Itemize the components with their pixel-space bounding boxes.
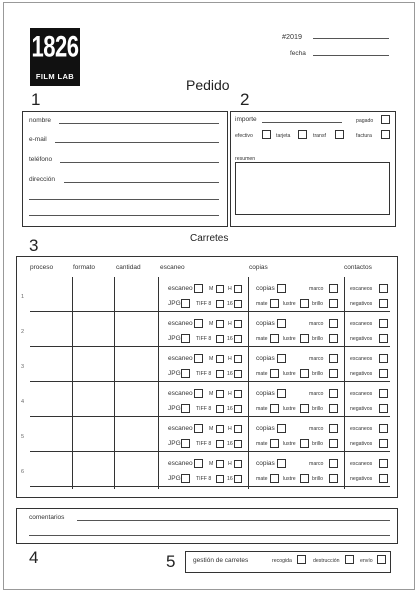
copies-checkbox[interactable] bbox=[277, 459, 286, 468]
section-number-1: 1 bbox=[31, 90, 41, 109]
address-line-2[interactable] bbox=[29, 199, 219, 200]
sixteen-label: 16 bbox=[227, 441, 233, 447]
pickup-checkbox[interactable] bbox=[297, 555, 306, 564]
negatives-label: negativos bbox=[350, 441, 373, 447]
column-divider-5 bbox=[344, 277, 345, 489]
tiff8-label: TIFF 8 bbox=[196, 406, 212, 412]
scan-label: escaneo bbox=[168, 285, 193, 292]
date-label: fecha bbox=[290, 50, 306, 57]
matte-checkbox[interactable] bbox=[270, 474, 279, 483]
invoice-label: factura bbox=[356, 133, 372, 139]
comments-box bbox=[16, 508, 398, 544]
send-label: envío bbox=[360, 558, 373, 564]
frame-label: marco bbox=[309, 426, 324, 432]
tiff8-label: TIFF 8 bbox=[196, 441, 212, 447]
scan-checkbox[interactable] bbox=[194, 319, 203, 328]
frame-checkbox[interactable] bbox=[329, 284, 338, 293]
scan-h-checkbox[interactable] bbox=[234, 355, 242, 363]
copies-checkbox[interactable] bbox=[277, 319, 286, 328]
copies-label: copias bbox=[256, 320, 275, 327]
shine-label: brillo bbox=[312, 371, 323, 377]
scans-checkbox[interactable] bbox=[379, 459, 388, 468]
sixteen-label: 16 bbox=[227, 371, 233, 377]
header-quantity: cantidad bbox=[116, 264, 141, 271]
jpg-label: JPG bbox=[168, 335, 181, 342]
scan-label: escaneo bbox=[168, 320, 193, 327]
rolls-title: Carretes bbox=[190, 233, 229, 244]
gloss-label: lustre bbox=[283, 441, 296, 447]
film-lab-logo bbox=[30, 28, 80, 86]
row-number: 3 bbox=[21, 364, 25, 370]
tiff8-checkbox[interactable] bbox=[216, 300, 224, 308]
tiff8-checkbox[interactable] bbox=[216, 335, 224, 343]
scan-label: escaneo bbox=[168, 355, 193, 362]
scan-checkbox[interactable] bbox=[194, 424, 203, 433]
comments-line-2[interactable] bbox=[29, 535, 390, 536]
jpg-label: JPG bbox=[168, 300, 181, 307]
gloss-label: lustre bbox=[283, 406, 296, 412]
scan-h-label: H bbox=[228, 286, 232, 292]
name-field[interactable] bbox=[59, 123, 219, 124]
row-number: 6 bbox=[21, 469, 25, 475]
transfer-checkbox[interactable] bbox=[335, 130, 344, 139]
sixteen-label: 16 bbox=[227, 476, 233, 482]
sixteen-label: 16 bbox=[227, 406, 233, 412]
sixteen-checkbox[interactable] bbox=[234, 300, 242, 308]
section-number-5: 5 bbox=[166, 552, 176, 571]
amount-field[interactable] bbox=[262, 122, 342, 123]
tiff8-checkbox[interactable] bbox=[216, 440, 224, 448]
header-process: proceso bbox=[30, 264, 54, 271]
column-divider-4 bbox=[248, 277, 249, 489]
frame-label: marco bbox=[309, 321, 324, 327]
destruction-checkbox[interactable] bbox=[345, 555, 354, 564]
scan-m-label: M bbox=[209, 461, 214, 467]
scan-checkbox[interactable] bbox=[194, 354, 203, 363]
row-number: 4 bbox=[21, 399, 25, 405]
tiff8-label: TIFF 8 bbox=[196, 371, 212, 377]
tiff8-checkbox[interactable] bbox=[216, 475, 224, 483]
shine-checkbox[interactable] bbox=[329, 404, 338, 413]
jpg-label: JPG bbox=[168, 370, 181, 377]
scan-checkbox[interactable] bbox=[194, 389, 203, 398]
table-row-divider bbox=[30, 451, 390, 452]
section-number-4: 4 bbox=[29, 548, 39, 567]
email-label: e-mail bbox=[29, 136, 47, 143]
frame-label: marco bbox=[309, 286, 324, 292]
paid-label: pagado bbox=[356, 118, 374, 124]
address-label: dirección bbox=[29, 176, 56, 183]
frame-label: marco bbox=[309, 391, 324, 397]
jpg-checkbox[interactable] bbox=[181, 474, 190, 483]
matte-checkbox[interactable] bbox=[270, 404, 279, 413]
scan-m-checkbox[interactable] bbox=[216, 320, 224, 328]
matte-checkbox[interactable] bbox=[270, 334, 279, 343]
gloss-checkbox[interactable] bbox=[300, 334, 309, 343]
frame-checkbox[interactable] bbox=[329, 424, 338, 433]
negatives-label: negativos bbox=[350, 406, 373, 412]
shine-checkbox[interactable] bbox=[329, 439, 338, 448]
row-number: 2 bbox=[21, 329, 25, 335]
gloss-checkbox[interactable] bbox=[300, 369, 309, 378]
gloss-checkbox[interactable] bbox=[300, 299, 309, 308]
frame-label: marco bbox=[309, 356, 324, 362]
jpg-checkbox[interactable] bbox=[181, 299, 190, 308]
negatives-label: negativos bbox=[350, 476, 373, 482]
tiff8-label: TIFF 8 bbox=[196, 301, 212, 307]
scan-m-label: M bbox=[209, 391, 214, 397]
logo-number: 1826 bbox=[31, 29, 79, 64]
scans-label: escaneos bbox=[350, 426, 373, 432]
page-title: Pedido bbox=[186, 77, 230, 93]
negatives-checkbox[interactable] bbox=[379, 334, 388, 343]
shine-label: brillo bbox=[312, 336, 323, 342]
matte-label: mate bbox=[256, 476, 268, 482]
destruction-label: destrucción bbox=[313, 558, 340, 564]
scan-label: escaneo bbox=[168, 460, 193, 467]
table-row-divider bbox=[30, 311, 390, 312]
shine-label: brillo bbox=[312, 441, 323, 447]
sixteen-label: 16 bbox=[227, 336, 233, 342]
table-row-divider bbox=[30, 486, 390, 487]
scan-m-label: M bbox=[209, 321, 214, 327]
jpg-checkbox[interactable] bbox=[181, 334, 190, 343]
scan-h-label: H bbox=[228, 321, 232, 327]
card-label: tarjeta bbox=[276, 133, 291, 139]
card-checkbox[interactable] bbox=[298, 130, 307, 139]
scan-h-checkbox[interactable] bbox=[234, 460, 242, 468]
copies-label: copias bbox=[256, 355, 275, 362]
gloss-label: lustre bbox=[283, 336, 296, 342]
column-divider-2 bbox=[114, 277, 115, 489]
rolls-table bbox=[16, 256, 398, 498]
matte-label: mate bbox=[256, 441, 268, 447]
header-format: formato bbox=[73, 264, 96, 271]
phone-label: teléfono bbox=[29, 156, 53, 163]
column-divider-3 bbox=[158, 277, 159, 489]
sixteen-checkbox[interactable] bbox=[234, 405, 242, 413]
tiff8-checkbox[interactable] bbox=[216, 405, 224, 413]
scan-label: escaneo bbox=[168, 390, 193, 397]
matte-checkbox[interactable] bbox=[270, 439, 279, 448]
address-line-3[interactable] bbox=[29, 215, 219, 216]
negatives-label: negativos bbox=[350, 371, 373, 377]
scan-m-checkbox[interactable] bbox=[216, 425, 224, 433]
roll-management-label: gestión de carretes bbox=[193, 557, 249, 564]
row-number: 1 bbox=[21, 294, 25, 300]
jpg-checkbox[interactable] bbox=[181, 369, 190, 378]
summary-textarea[interactable] bbox=[235, 162, 390, 215]
copies-label: copias bbox=[256, 285, 275, 292]
scans-checkbox[interactable] bbox=[379, 354, 388, 363]
frame-checkbox[interactable] bbox=[329, 319, 338, 328]
table-row-divider bbox=[30, 416, 390, 417]
scans-checkbox[interactable] bbox=[379, 389, 388, 398]
section-number-3: 3 bbox=[29, 236, 39, 255]
matte-checkbox[interactable] bbox=[270, 369, 279, 378]
negatives-checkbox[interactable] bbox=[379, 404, 388, 413]
tiff8-checkbox[interactable] bbox=[216, 370, 224, 378]
sixteen-checkbox[interactable] bbox=[234, 335, 242, 343]
scans-label: escaneos bbox=[350, 461, 373, 467]
copies-label: copias bbox=[256, 425, 275, 432]
negatives-label: negativos bbox=[350, 301, 373, 307]
paid-checkbox[interactable] bbox=[381, 115, 390, 124]
gloss-checkbox[interactable] bbox=[300, 474, 309, 483]
shine-checkbox[interactable] bbox=[329, 369, 338, 378]
gloss-label: lustre bbox=[283, 301, 296, 307]
sixteen-checkbox[interactable] bbox=[234, 370, 242, 378]
scan-h-checkbox[interactable] bbox=[234, 425, 242, 433]
matte-label: mate bbox=[256, 406, 268, 412]
shine-checkbox[interactable] bbox=[329, 334, 338, 343]
scans-label: escaneos bbox=[350, 321, 373, 327]
matte-label: mate bbox=[256, 301, 268, 307]
column-divider-1 bbox=[72, 277, 73, 489]
scan-h-label: H bbox=[228, 391, 232, 397]
scan-m-checkbox[interactable] bbox=[216, 460, 224, 468]
copies-checkbox[interactable] bbox=[277, 284, 286, 293]
scan-checkbox[interactable] bbox=[194, 459, 203, 468]
header-contacts: contactos bbox=[344, 264, 372, 271]
tiff8-label: TIFF 8 bbox=[196, 336, 212, 342]
matte-checkbox[interactable] bbox=[270, 299, 279, 308]
gloss-checkbox[interactable] bbox=[300, 404, 309, 413]
tiff8-label: TIFF 8 bbox=[196, 476, 212, 482]
frame-label: marco bbox=[309, 461, 324, 467]
shine-label: brillo bbox=[312, 476, 323, 482]
table-row-divider bbox=[30, 346, 390, 347]
negatives-checkbox[interactable] bbox=[379, 474, 388, 483]
section-number-2: 2 bbox=[240, 90, 250, 109]
summary-label: resumen bbox=[235, 156, 256, 162]
jpg-label: JPG bbox=[168, 405, 181, 412]
jpg-checkbox[interactable] bbox=[181, 404, 190, 413]
name-label: nombre bbox=[29, 117, 52, 124]
copies-label: copias bbox=[256, 460, 275, 467]
sixteen-checkbox[interactable] bbox=[234, 475, 242, 483]
transfer-label: transf bbox=[313, 133, 326, 139]
gloss-label: lustre bbox=[283, 476, 296, 482]
order-number: #2019 bbox=[282, 32, 302, 41]
shine-checkbox[interactable] bbox=[329, 474, 338, 483]
negatives-checkbox[interactable] bbox=[379, 439, 388, 448]
jpg-label: JPG bbox=[168, 475, 181, 482]
scan-m-label: M bbox=[209, 286, 214, 292]
negatives-label: negativos bbox=[350, 336, 373, 342]
scan-checkbox[interactable] bbox=[194, 284, 203, 293]
negatives-checkbox[interactable] bbox=[379, 369, 388, 378]
scan-m-checkbox[interactable] bbox=[216, 285, 224, 293]
header-copies: copias bbox=[249, 264, 268, 271]
scan-m-checkbox[interactable] bbox=[216, 390, 224, 398]
invoice-checkbox[interactable] bbox=[381, 130, 390, 139]
scan-h-checkbox[interactable] bbox=[234, 390, 242, 398]
comments-label: comentarios bbox=[29, 514, 65, 521]
matte-label: mate bbox=[256, 371, 268, 377]
scan-m-label: M bbox=[209, 356, 214, 362]
address-field[interactable] bbox=[64, 182, 219, 183]
pickup-label: recogida bbox=[272, 558, 292, 564]
scan-h-label: H bbox=[228, 461, 232, 467]
scan-h-checkbox[interactable] bbox=[234, 285, 242, 293]
row-number: 5 bbox=[21, 434, 25, 440]
header-scan: escaneo bbox=[160, 264, 185, 271]
matte-label: mate bbox=[256, 336, 268, 342]
sixteen-label: 16 bbox=[227, 301, 233, 307]
jpg-checkbox[interactable] bbox=[181, 439, 190, 448]
amount-label: importe bbox=[235, 116, 257, 123]
scan-label: escaneo bbox=[168, 425, 193, 432]
frame-checkbox[interactable] bbox=[329, 389, 338, 398]
copies-label: copias bbox=[256, 390, 275, 397]
jpg-label: JPG bbox=[168, 440, 181, 447]
gloss-checkbox[interactable] bbox=[300, 439, 309, 448]
frame-checkbox[interactable] bbox=[329, 354, 338, 363]
copies-checkbox[interactable] bbox=[277, 389, 286, 398]
copies-checkbox[interactable] bbox=[277, 424, 286, 433]
sixteen-checkbox[interactable] bbox=[234, 440, 242, 448]
copies-checkbox[interactable] bbox=[277, 354, 286, 363]
scans-label: escaneos bbox=[350, 286, 373, 292]
shine-checkbox[interactable] bbox=[329, 299, 338, 308]
gloss-label: lustre bbox=[283, 371, 296, 377]
phone-field[interactable] bbox=[60, 162, 219, 163]
date-line[interactable] bbox=[313, 55, 389, 56]
table-row-divider bbox=[30, 381, 390, 382]
scan-m-checkbox[interactable] bbox=[216, 355, 224, 363]
scans-checkbox[interactable] bbox=[379, 424, 388, 433]
negatives-checkbox[interactable] bbox=[379, 299, 388, 308]
scan-h-label: H bbox=[228, 356, 232, 362]
frame-checkbox[interactable] bbox=[329, 459, 338, 468]
scan-h-label: H bbox=[228, 426, 232, 432]
scan-m-label: M bbox=[209, 426, 214, 432]
scans-checkbox[interactable] bbox=[379, 284, 388, 293]
scan-h-checkbox[interactable] bbox=[234, 320, 242, 328]
cash-label: efectivo bbox=[235, 133, 253, 139]
shine-label: brillo bbox=[312, 301, 323, 307]
send-checkbox[interactable] bbox=[377, 555, 386, 564]
order-number-line[interactable] bbox=[313, 38, 389, 39]
logo-text: FILM LAB bbox=[35, 72, 75, 81]
shine-label: brillo bbox=[312, 406, 323, 412]
email-field[interactable] bbox=[55, 142, 219, 143]
customer-box bbox=[22, 111, 228, 227]
scans-checkbox[interactable] bbox=[379, 319, 388, 328]
scans-label: escaneos bbox=[350, 356, 373, 362]
cash-checkbox[interactable] bbox=[262, 130, 271, 139]
scans-label: escaneos bbox=[350, 391, 373, 397]
comments-line-1[interactable] bbox=[77, 520, 390, 521]
